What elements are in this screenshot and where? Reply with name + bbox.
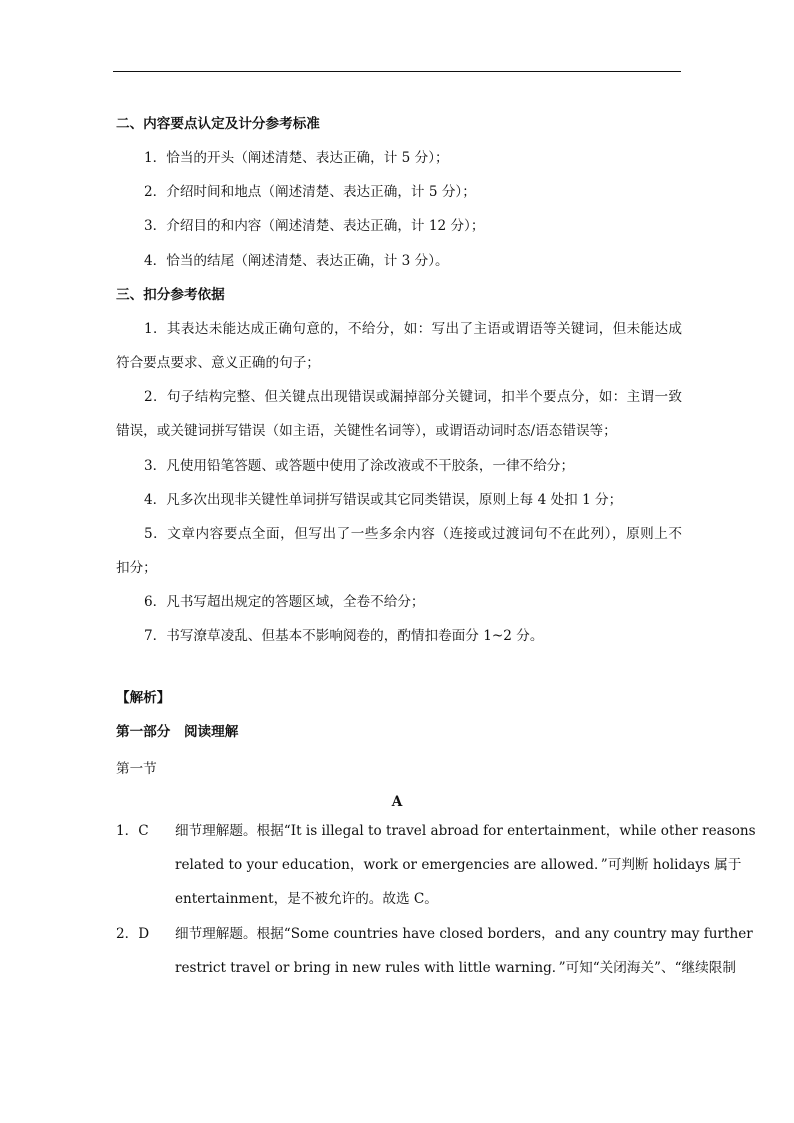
deduction-rule-cont: 符合要点要求、意义正确的句子； bbox=[116, 355, 320, 371]
answer-explanation: entertainment，是不被允许的。故选 C。 bbox=[175, 891, 438, 907]
header-rule bbox=[113, 71, 681, 72]
answer-number: 2．D bbox=[116, 926, 150, 942]
section-label: 第一节 bbox=[116, 761, 157, 777]
answer-explanation: restrict travel or bring in new rules with little warning．”可知“关闭海关”、“继续限制 bbox=[175, 960, 736, 976]
deduction-rule: 5．文章内容要点全面，但写出了一些多余内容（连接或过渡词句不在此列），原则上不 bbox=[144, 526, 682, 542]
answer-explanation: 细节理解题。根据“It is illegal to travel abroad for entertainment，while other reasons bbox=[175, 823, 756, 839]
answer-explanation: 细节理解题。根据“Some countries have closed borders，and any country may further bbox=[175, 926, 753, 942]
deduction-rule: 7．书写潦草凌乱、但基本不影响阅卷的，酌情扣卷面分 1~2 分。 bbox=[144, 628, 544, 644]
deduction-rule: 3．凡使用铅笔答题、或答题中使用了涂改液或不干胶条，一律不给分； bbox=[144, 458, 575, 474]
deduction-rule: 1．其表达未能达成正确句意的，不给分，如：写出了主语或谓语等关键词，但未能达成 bbox=[144, 321, 682, 337]
deduction-rule: 4．凡多次出现非关键性单词拼写错误或其它同类错误，原则上每 4 处扣 1 分； bbox=[144, 492, 623, 508]
section-heading: 二、内容要点认定及计分参考标准 bbox=[116, 116, 320, 132]
scoring-item: 4．恰当的结尾（阐述清楚、表达正确，计 3 分）。 bbox=[144, 253, 449, 269]
part-heading: 第一部分 阅读理解 bbox=[116, 724, 239, 740]
passage-label: A bbox=[391, 794, 403, 810]
scoring-item: 2．介绍时间和地点（阐述清楚、表达正确，计 5 分）； bbox=[144, 184, 476, 200]
scoring-item: 3．介绍目的和内容（阐述清楚、表达正确，计 12 分）； bbox=[144, 218, 485, 234]
deduction-rule-cont: 扣分； bbox=[116, 560, 157, 576]
section-heading: 三、扣分参考依据 bbox=[116, 287, 225, 303]
answer-number: 1．C bbox=[116, 823, 149, 839]
deduction-rule-cont: 错误，或关键词拼写错误（如主语，关键性名词等），或谓语动词时态/语态错误等； bbox=[116, 423, 617, 439]
deduction-rule: 2．句子结构完整、但关键点出现错误或漏掉部分关键词，扣半个要点分，如：主谓一致 bbox=[144, 389, 682, 405]
deduction-rule: 6．凡书写超出规定的答题区域，全卷不给分； bbox=[144, 594, 425, 610]
analysis-label: 【解析】 bbox=[116, 690, 171, 706]
answer-explanation: related to your education，work or emergencies are allowed．”可判断 holidays 属于 bbox=[175, 857, 742, 873]
scoring-item: 1．恰当的开头（阐述清楚、表达正确，计 5 分）； bbox=[144, 150, 449, 166]
